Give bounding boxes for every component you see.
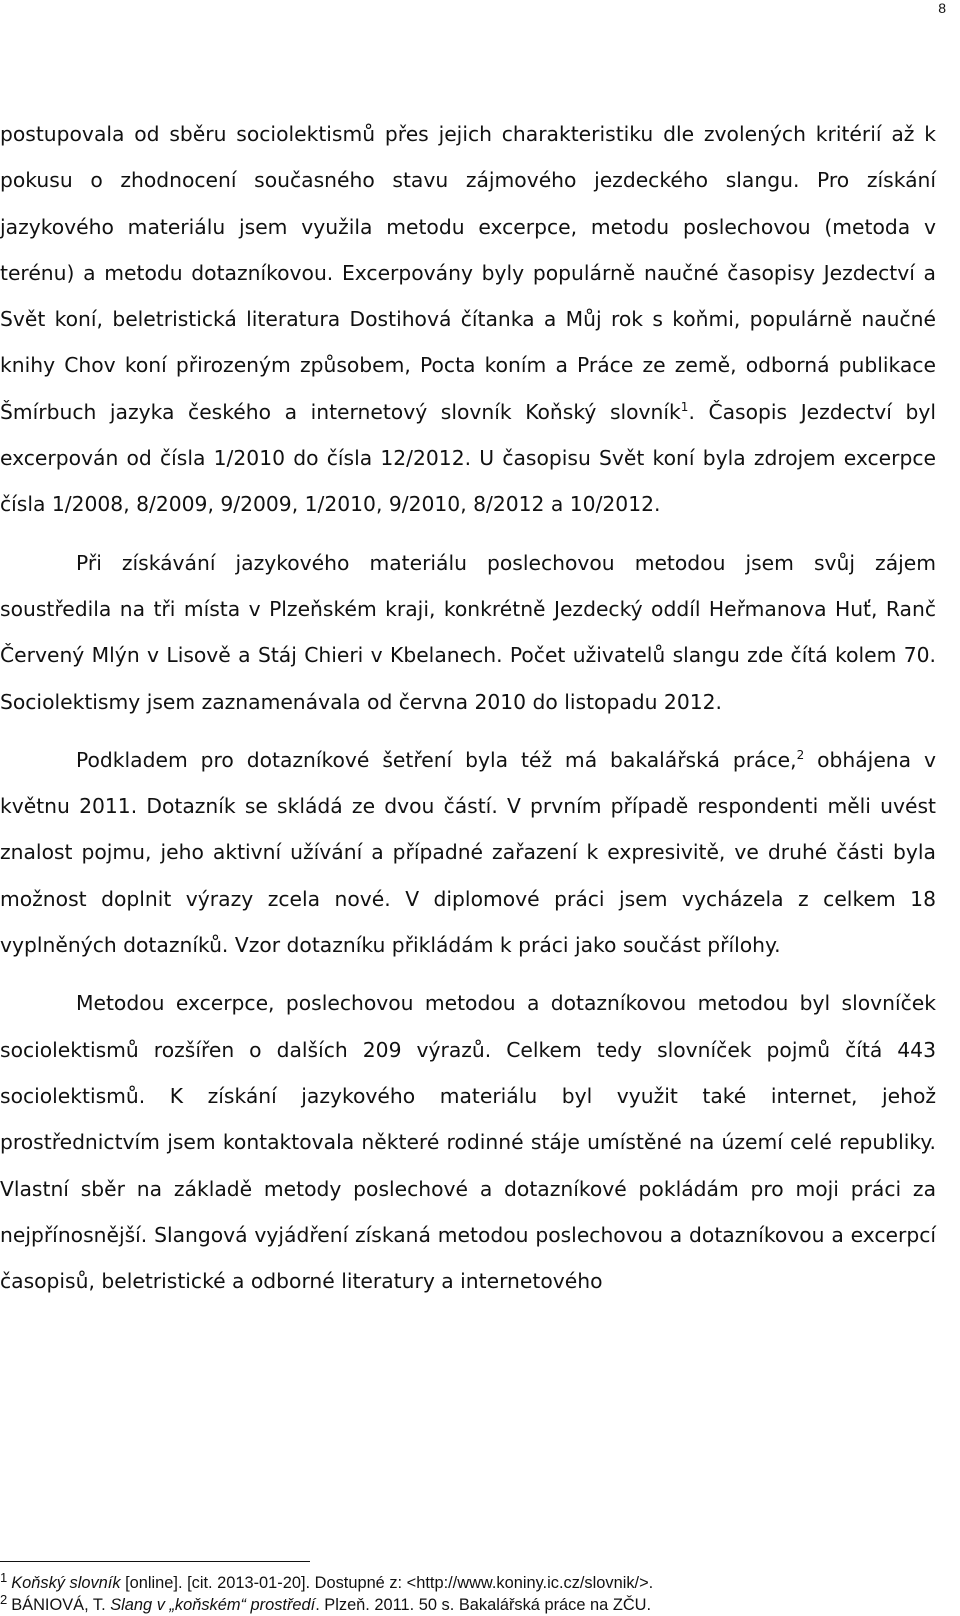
paragraph-2: Při získávání jazykového materiálu poslechovou metodou jsem svůj zájem soustředila na tři místa v Plzeňském kraji, konkrétně Jezdecký oddíl Heřmanova Huť, Ranč Červený Mlýn v Lisově a Stáj Chieri v Kbelanech. Počet uživatelů slangu zde čítá kolem 70. Sociolektismy jsem zaznamenávala od června 2010 do listopadu 2012. xyxy=(0,550,936,714)
paragraph-4: Metodou excerpce, poslechovou metodou a dotazníkovou metodou byl slovníček sociolektismů rozšířen o dalších 209 výrazů. Celkem tedy slovníček pojmů čítá 443 sociolektismů. K získání jazykového materiálu byl využit také internet, jehož prostřednictvím jsem kontaktovala některé rodinné stáje umístěné na území celé republiky. Vlastní sběr na základě metody poslechové a dotazníkové pokládám pro moji práci za nejpřínosnější. Slangová vyjádření získaná metodou poslechovou a dotazníkovou a excerpcí časopisů, beletristické a odborné literatury a internetového xyxy=(0,991,936,1294)
body-text xyxy=(0,111,936,1316)
footnote-number: 2 xyxy=(0,1591,8,1607)
paragraph-1 xyxy=(0,111,936,528)
footnote-title: Slang v „koňském“ prostředí xyxy=(110,1596,316,1614)
paragraph-3-text: Podkladem pro dotazníkové šetření byla též má bakalářská práce, xyxy=(76,747,797,772)
paragraph-1-text-cont: . Časopis Jezdectví byl excerpován od čísla 1/2010 do čísla 12/2012. U časopisu Svět koní byla zdrojem excerpce čísla 1/2008, 8/2009, 9/2009, 1/2010, 9/2010, 8/2012 a 10/2012. xyxy=(0,399,936,517)
footnote-author: BÁNIOVÁ, T. xyxy=(11,1596,111,1614)
footnote-1 xyxy=(0,1569,936,1594)
footnote-title: Koňský slovník xyxy=(11,1574,121,1592)
footnote-text: [online]. [cit. 2013-01-20]. Dostupné z: <http://www.koniny.ic.cz/slovnik/>. xyxy=(120,1574,654,1592)
footnote-number: 1 xyxy=(0,1569,8,1585)
paragraph-3 xyxy=(0,737,936,968)
page-number: 8 xyxy=(938,0,946,16)
footnote-separator xyxy=(0,1561,310,1562)
footnote-text: . Plzeň. 2011. 50 s. Bakalářská práce na ZČU. xyxy=(315,1596,652,1614)
footnote-ref-1: 1 xyxy=(680,400,689,415)
footnotes xyxy=(0,1569,936,1616)
paragraph-1-text: postupovala od sběru sociolektismů přes jejich charakteristiku dle zvolených kritérií až k pokusu o zhodnocení současného stavu zájmového jezdeckého slangu. Pro získání jazykového materiálu jsem využila metodu excerpce, metodu poslechovou (metoda v terénu) a metodu dotazníkovou. Excerpovány byly populárně naučné časopisy Jezdectví a Svět koní, beletristická literatura Dostihová čítanka a Můj rok s koňmi, populárně naučné knihy Chov koní přirozeným způsobem, Pocta koním a Práce ze země, odborná publikace Šmírbuch jazyka českého a internetový slovník Koňský slovník xyxy=(0,122,936,424)
footnote-2 xyxy=(0,1591,936,1616)
footnote-ref-2: 2 xyxy=(796,748,805,763)
paragraph-3-text-cont: obhájena v květnu 2011. Dotazník se skládá ze dvou částí. V prvním případě respondenti měli uvést znalost pojmu, jeho aktivní užívání a případné zařazení k expresivitě, ve druhé části byla možnost doplnit výrazy zcela nové. V diplomové práci jsem vycházela z celkem 18 vyplněných dotazníků. Vzor dotazníku přikládám k práci jako součást přílohy. xyxy=(0,747,936,958)
